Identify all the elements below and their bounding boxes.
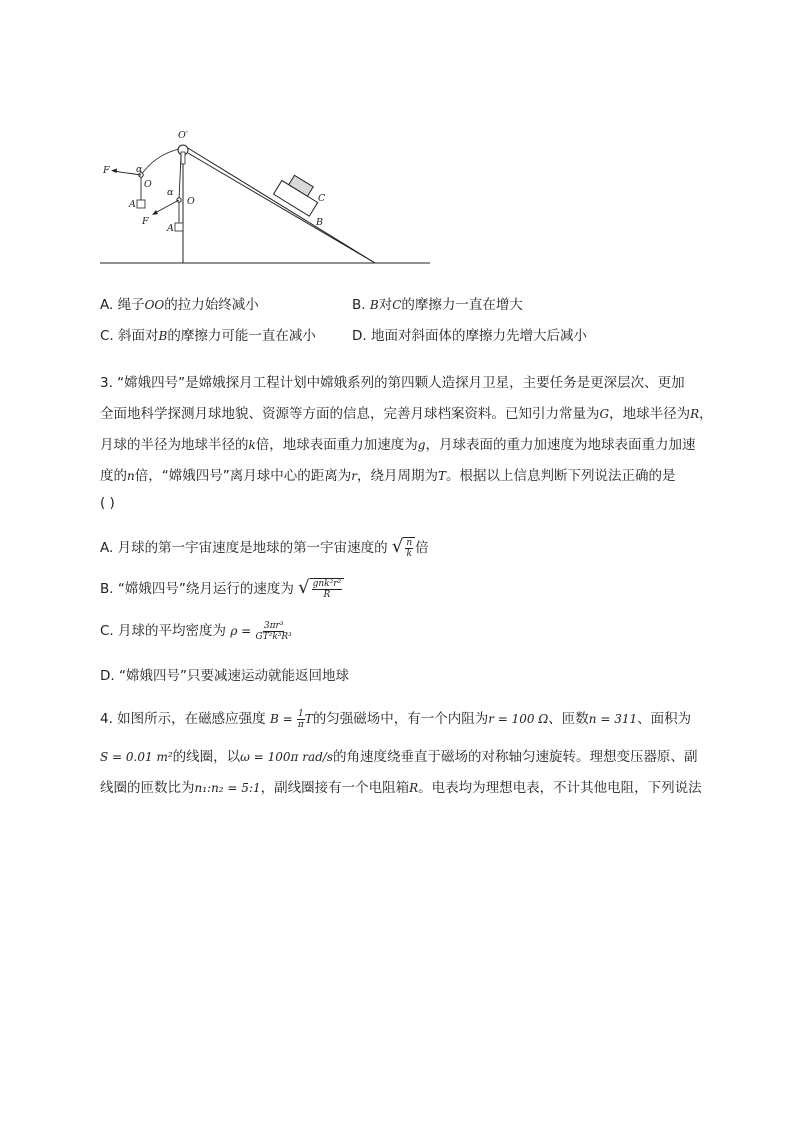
incline-top <box>183 145 375 263</box>
weight-2 <box>175 223 183 231</box>
q2-option-b: B. B对C的摩擦力一直在增大 <box>352 297 523 313</box>
blocks-group <box>274 171 324 216</box>
q3-option-d: D. “嫦娥四号”只要减速运动就能返回地球 <box>100 668 349 684</box>
q2-option-d: D. 地面对斜面体的摩擦力先增大后减小 <box>352 328 587 344</box>
label-alpha1: α <box>136 164 143 175</box>
force-2-arrow <box>152 210 158 215</box>
q4-line-3: 线圈的匝数比为n₁:n₂ = 5:1，副线圈接有一个电阻箱R。电表均为理想电表，不计其他电阻，下列说法 <box>100 780 702 796</box>
force-2 <box>155 200 179 213</box>
physics-figure <box>95 125 440 270</box>
label-F2: F <box>142 216 149 227</box>
force-1-arrow <box>111 169 117 174</box>
rope-2 <box>179 155 181 200</box>
rope-1 <box>141 149 179 175</box>
incline-pulley-diagram <box>95 125 440 270</box>
weight-1 <box>137 200 145 208</box>
q4-line-2: S = 0.01 m²的线圈，以ω = 100π rad/s的角速度绕垂直于磁场的对称轴匀速旋转。理想变压器原、副 <box>100 749 698 765</box>
label-O-prime: O′ <box>178 130 188 141</box>
q3-line-4: 度的n倍，“嫦娥四号”离月球中心的距离为r，绕月周期为T。根据以上信息判断下列说法正确的是 <box>100 468 676 484</box>
label-O2: O <box>187 196 195 207</box>
label-B: B <box>316 217 323 228</box>
label-A2: A <box>167 223 174 234</box>
label-F1: F <box>103 165 110 176</box>
label-C: C <box>318 193 326 204</box>
pulley-bracket <box>181 152 185 164</box>
incline-bottom <box>188 153 375 263</box>
q3-line-1: 3. “嫦娥四号”是嫦娥探月工程计划中嫦娥系列的第四颗人造探月卫星，主要任务是更深层次、更加 <box>100 375 685 391</box>
q3-line-3: 月球的半径为地球半径的k倍，地球表面重力加速度为g，月球表面的重力加速度为地球表面重力加速 <box>100 437 696 453</box>
q2-option-c: C. 斜面对B的摩擦力可能一直在减小 <box>100 328 316 344</box>
q3-option-c: C. 月球的平均密度为 ρ = $\frac{\text{3πr³}}{\text{GT²k³R³}}$ <box>100 620 292 642</box>
q2-option-a: A. 绳子OO的拉力始终减小 <box>100 297 259 313</box>
q4-line-1: 4. 如图所示，在磁感应强度 B = $\frac{1}{\pi}$ T的匀强磁场中，有一个内阻为r = 100 Ω、匝数n = 311、面积为 <box>100 708 692 730</box>
label-O1: O <box>144 179 152 190</box>
label-alpha2: α <box>167 187 174 198</box>
q3-option-b: B. “嫦娥四号”绕月运行的速度为 √ $\frac{\text{gnk²r²}}{R}$ <box>100 577 344 600</box>
q3-paren: ( ) <box>100 495 115 511</box>
q3-line-2: 全面地科学探测月球地貌、资源等方面的信息，完善月球档案资料。已知引力常量为G，地球半径为R， <box>100 406 713 422</box>
label-A1: A <box>129 199 136 210</box>
q3-option-a: A. 月球的第一宇宙速度是地球的第一宇宙速度的 √ $\frac{n}{k}$ 倍 <box>100 536 429 559</box>
